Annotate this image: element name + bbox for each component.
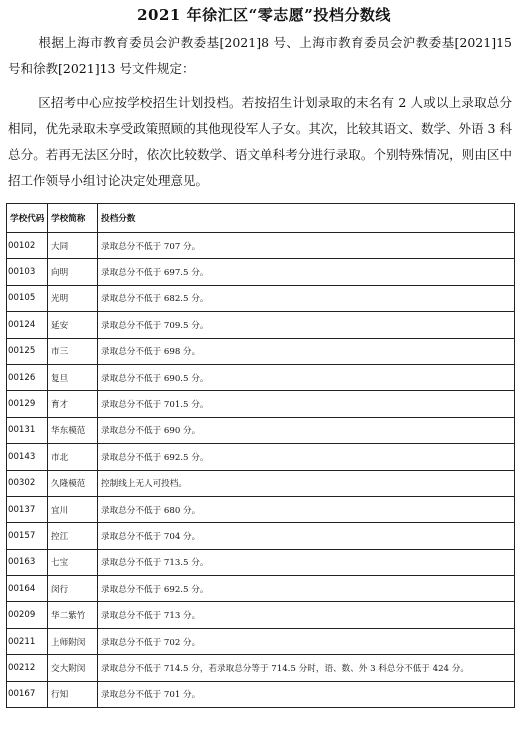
school-name-cell: 向明 (48, 259, 98, 285)
school-name-cell: 上师附闵 (48, 628, 98, 654)
school-code-cell: 00157 (7, 523, 48, 549)
admission-score-cell: 控制线上无人可投档。 (98, 470, 515, 496)
table-row (7, 681, 515, 707)
admission-score-cell: 录取总分不低于 690.5 分。 (98, 364, 515, 390)
school-code-cell: 00164 (7, 576, 48, 602)
school-code-cell: 00126 (7, 364, 48, 390)
table-row (7, 496, 515, 522)
school-name-cell: 市北 (48, 444, 98, 470)
school-code-cell: 00163 (7, 549, 48, 575)
school-code-cell: 00143 (7, 444, 48, 470)
school-name-cell: 控江 (48, 523, 98, 549)
admission-score-cell: 录取总分不低于 698 分。 (98, 338, 515, 364)
school-code-cell: 00137 (7, 496, 48, 522)
admission-score-cell: 录取总分不低于 713.5 分。 (98, 549, 515, 575)
table-row (7, 259, 515, 285)
school-name-cell: 华二紫竹 (48, 602, 98, 628)
table-row (7, 444, 515, 470)
score-table (6, 203, 515, 708)
admission-score-cell: 录取总分不低于 692.5 分。 (98, 576, 515, 602)
school-code-cell: 00211 (7, 628, 48, 654)
school-name-cell: 行知 (48, 681, 98, 707)
school-name-cell: 久隆模范 (48, 470, 98, 496)
table-row (7, 470, 515, 496)
rules-paragraph (8, 90, 512, 194)
school-name-cell: 闵行 (48, 576, 98, 602)
admission-score-cell: 录取总分不低于 713 分。 (98, 602, 515, 628)
table-row (7, 602, 515, 628)
school-code-cell: 00124 (7, 312, 48, 338)
school-name-cell: 光明 (48, 285, 98, 311)
school-code-cell: 00103 (7, 259, 48, 285)
school-name-cell: 市三 (48, 338, 98, 364)
admission-score-cell: 录取总分不低于 697.5 分。 (98, 259, 515, 285)
admission-score-cell: 录取总分不低于 692.5 分。 (98, 444, 515, 470)
school-name-cell: 宜川 (48, 496, 98, 522)
table-header-row (7, 204, 515, 233)
school-code-cell: 00167 (7, 681, 48, 707)
admission-score-cell: 录取总分不低于 701.5 分。 (98, 391, 515, 417)
school-code-cell: 00302 (7, 470, 48, 496)
table-row (7, 549, 515, 575)
school-name-cell: 育才 (48, 391, 98, 417)
school-code-cell: 00131 (7, 417, 48, 443)
school-name-cell: 大同 (48, 233, 98, 259)
table-row (7, 655, 515, 681)
admission-score-cell: 录取总分不低于 707 分。 (98, 233, 515, 259)
school-code-cell: 00129 (7, 391, 48, 417)
school-code-cell: 00209 (7, 602, 48, 628)
admission-score-cell: 录取总分不低于 714.5 分，若录取总分等于 714.5 分时，语、数、外 3 科总分不低于 424 分。 (98, 655, 515, 681)
school-code-cell: 00102 (7, 233, 48, 259)
school-name-cell: 七宝 (48, 549, 98, 575)
school-code-cell: 00105 (7, 285, 48, 311)
school-name-cell: 复旦 (48, 364, 98, 390)
school-name-cell: 延安 (48, 312, 98, 338)
admission-score-cell: 录取总分不低于 680 分。 (98, 496, 515, 522)
header-school-name: 学校简称 (48, 204, 98, 233)
admission-score-cell: 录取总分不低于 704 分。 (98, 523, 515, 549)
table-row (7, 417, 515, 443)
table-row (7, 233, 515, 259)
header-school-code: 学校代码 (7, 204, 48, 233)
rules-paragraph-text: 区招考中心应按学校招生计划投档。若按招生计划录取的末名有 2 人或以上录取总分相同，优先录取未享受政策照顾的其他现役军人子女。其次，比较其语文、数学、外语 3 科总分。若再无法区分时，依次比较数学、语文单科考分进行录取。个别特殊情况，则由区中招工作领导小组讨论决定处理意见。 (8, 95, 512, 188)
header-admission-score: 投档分数 (98, 204, 515, 233)
admission-score-cell: 录取总分不低于 690 分。 (98, 417, 515, 443)
school-name-cell: 交大附闵 (48, 655, 98, 681)
table-body (7, 233, 515, 708)
admission-score-cell: 录取总分不低于 682.5 分。 (98, 285, 515, 311)
table-row (7, 391, 515, 417)
intro-paragraph (8, 30, 512, 82)
school-code-cell: 00125 (7, 338, 48, 364)
school-name-cell: 华东模范 (48, 417, 98, 443)
admission-score-cell: 录取总分不低于 701 分。 (98, 681, 515, 707)
table-row (7, 364, 515, 390)
admission-score-cell: 录取总分不低于 702 分。 (98, 628, 515, 654)
school-code-cell: 00212 (7, 655, 48, 681)
table-row (7, 285, 515, 311)
admission-score-cell: 录取总分不低于 709.5 分。 (98, 312, 515, 338)
table-row (7, 523, 515, 549)
table-row (7, 628, 515, 654)
table-row (7, 312, 515, 338)
table-row (7, 576, 515, 602)
page-title: 2021 年徐汇区“零志愿”投档分数线 (137, 6, 391, 24)
intro-paragraph-text: 根据上海市教育委员会沪教委基[2021]8 号、上海市教育委员会沪教委基[2021]15 号和徐教[2021]13 号文件规定： (8, 35, 512, 76)
table-row (7, 338, 515, 364)
